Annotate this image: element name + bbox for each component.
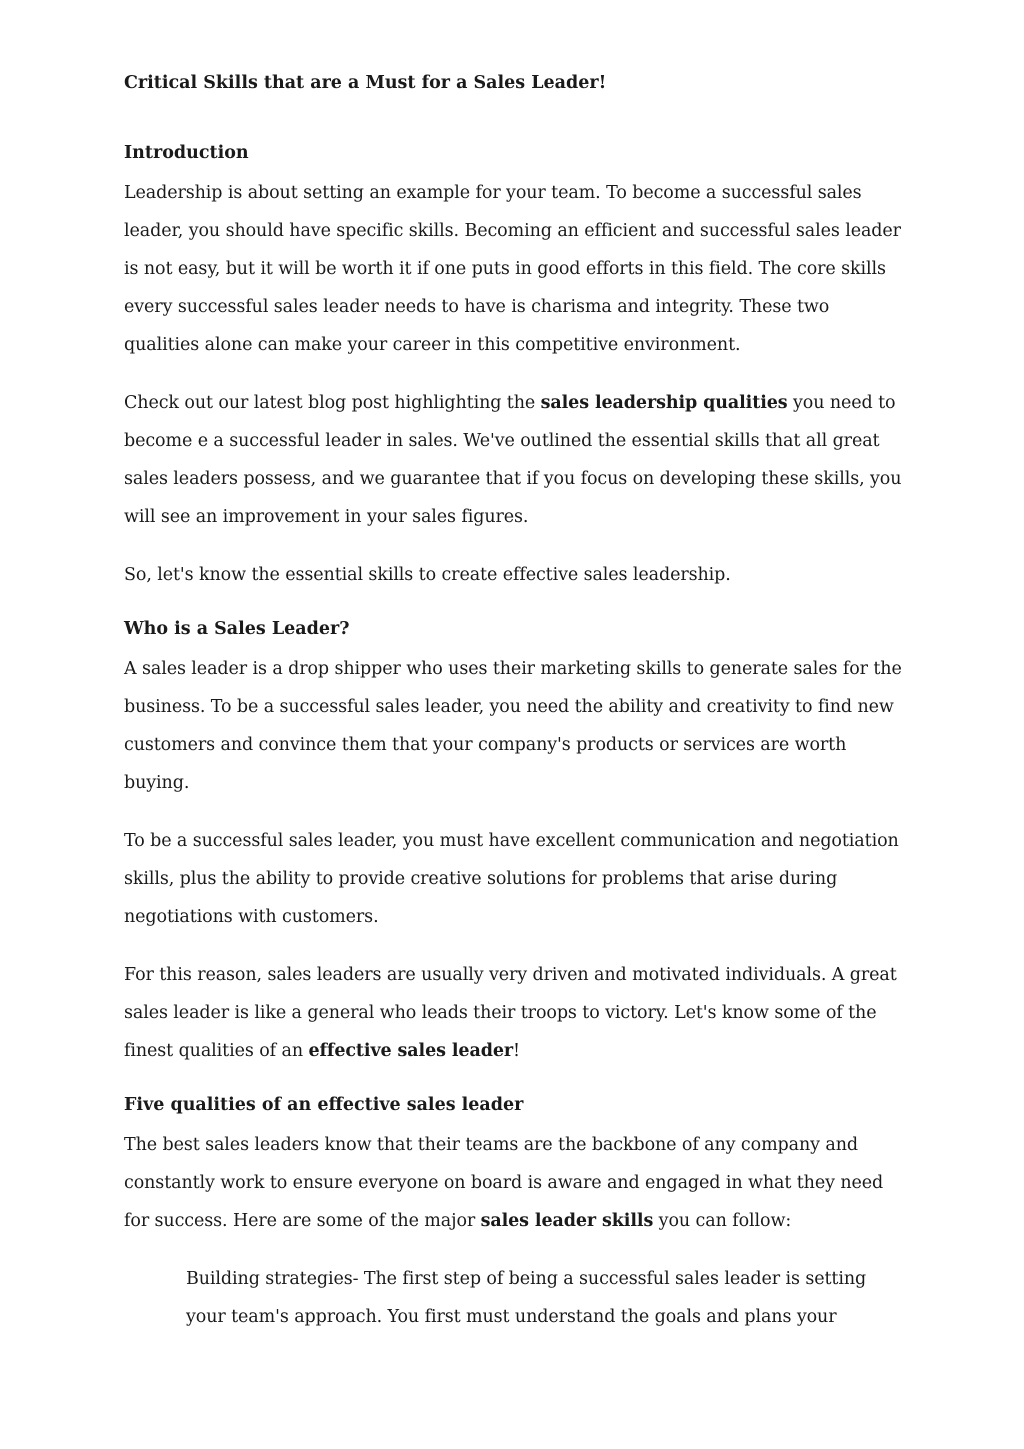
who-p3-text-after: ! — [513, 1041, 520, 1061]
bold-sales-leadership-qualities: sales leadership qualities — [540, 393, 788, 413]
list-item-building-strategies: Building strategies- The first step of being a successful sales leader is setting your team's approach. You first must understand the goals and plans your — [186, 1269, 867, 1327]
bold-sales-leader-skills: sales leader skills — [480, 1211, 654, 1231]
heading-five-qualities: Five qualities of an effective sales leader — [124, 1095, 524, 1115]
intro-paragraph-1: Leadership is about setting an example for your team. To become a successful sales leader, you should have specific skills. Becoming an efficient and successful sales leader is not easy, but it will be worth it if one puts in good efforts in this field. The core skills every successful sales leader needs to have is charisma and integrity. These two qualities alone can make your career in this competitive environment. — [124, 183, 901, 355]
section-five-qualities — [124, 1090, 904, 1336]
heading-introduction: Introduction — [124, 143, 249, 163]
heading-who-is-sales-leader: Who is a Sales Leader? — [124, 619, 350, 639]
who-p3-text-before: For this reason, sales leaders are usually very driven and motivated individuals. A great sales leader is like a general who leads their troops to victory. Let's know some of the finest qualities of an — [124, 965, 897, 1061]
qualities-p1-text-before: The best sales leaders know that their teams are the backbone of any company and constantly work to ensure everyone on board is aware and engaged in what they need for success. Here are some of the major — [124, 1135, 884, 1231]
intro-paragraph-2 — [124, 384, 904, 536]
who-paragraph-1: A sales leader is a drop shipper who uses their marketing skills to generate sales for the business. To be a successful sales leader, you need the ability and creativity to find new customers and convince them that your company's products or services are worth buying. — [124, 659, 902, 793]
intro-paragraph-3: So, let's know the essential skills to create effective sales leadership. — [124, 565, 731, 585]
who-paragraph-2: To be a successful sales leader, you must have excellent communication and negotiation skills, plus the ability to provide creative solutions for problems that arise during negotiations with customers. — [124, 831, 899, 927]
document-title: Critical Skills that are a Must for a Sales Leader! — [124, 73, 607, 93]
intro-p2-text-before: Check out our latest blog post highlighting the — [124, 393, 541, 413]
section-introduction — [124, 138, 904, 594]
bold-effective-sales-leader: effective sales leader — [308, 1041, 513, 1061]
who-paragraph-3 — [124, 956, 904, 1070]
document-page — [124, 68, 904, 1356]
intro-p2-text-after: you need to become e a successful leader in sales. We've outlined the essential skills that all great sales leaders possess, and we guarantee that if you focus on developing these skills, you will see an improvement in your sales figures. — [124, 393, 902, 527]
qualities-paragraph-1 — [124, 1126, 904, 1240]
section-who-is-sales-leader — [124, 614, 904, 1070]
qualities-p1-text-after: you can follow: — [653, 1211, 792, 1231]
